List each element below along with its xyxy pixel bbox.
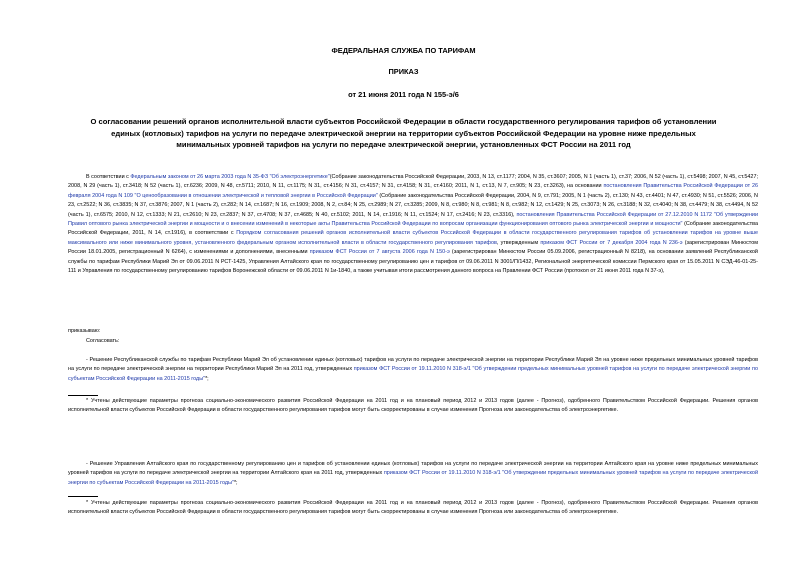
preamble-text: (Собрание законодательства Российской Федерации, 2011, N 14, ст.1916), в соответствии с	[68, 221, 758, 237]
link-federal-law-35fz[interactable]: Федеральным законом от 26 марта 2003 года N 35-ФЗ "Об электроэнергетике"	[130, 174, 330, 180]
decision-text: - Решение Управления Алтайского края по государственному регулированию цен и тарифов об установлении единых (котловых) тарифов на услуги по передаче электрической энергии на территории Алтайского края на уровне ниже предельных минимальных уровней тарифов на услуги по передаче электрической энергии на территории Алтайского края на 2011 год, утвержденных	[68, 461, 758, 477]
decision-text: - Решение Республиканской службы по тарифам Республики Марий Эл об установлении единых (котловых) тарифов на услуги по передаче электрической энергии на территории Республики Марий Эл на уровне ниже предельных минимальных уровней тарифов на услуги по передаче электрической энергии на территории Республики Марий Эл на 2011 год, утвержденных	[68, 357, 758, 373]
decision-mari-el	[68, 356, 758, 384]
order-clause	[68, 327, 758, 336]
preamble-text: , утвержденным	[496, 239, 541, 246]
link-fst-order-236e[interactable]: приказом ФСТ России от 7 декабря 2004 года N 236-э	[540, 239, 683, 246]
document-date: от 21 июня 2011 года N 155-э/6	[348, 90, 459, 99]
decision-footnote-mark: *;	[205, 375, 209, 382]
decision-altai	[68, 460, 758, 488]
agree-clause	[68, 337, 758, 346]
decision-footnote-mark: *;	[233, 479, 238, 486]
preamble-text: В соответствии с	[86, 174, 131, 180]
link-government-decree-1172[interactable]: постановления Правительства Российской Федерации от 27.12.2010 N 1172 "Об утверждении Правил оптового рынка электрической энергии и мощности и о внесении изменений в некоторые акты Правительства Российской Федерации по вопросам организации функционирования оптового рынка электрической энергии и мощности"	[68, 211, 758, 228]
link-approval-procedure[interactable]: Порядком согласования решений органов исполнительной власти субъектов Российской Федерации в области государственного регулирования тарифов об установлении тарифов на уровне выше максимального или ниже минимального уровня, установленного федеральным органом исполнительной власти в области государственного регулирования тарифов	[68, 230, 758, 246]
link-fst-order-318e1[interactable]: приказом ФСТ России от 19.11.2010 N 318-э/1 "Об утверждении предельных минимальных уровней тарифов на услуги по передаче электрической энергии по субъектам Российской Федерации на 2011-2015 годы"	[68, 366, 758, 382]
document-title: О согласовании решений органов исполнительной власти субъектов Российской Федерации в области государственного регулирования тарифов об установлении единых (котловых) тарифов на услуги по передаче электрической энергии на территории субъектов Российской Федерации на уровне ниже предельных минимальных уровней тарифов на услуги по передаче электрической энергии, установленных ФСТ России на 2011 год	[90, 117, 717, 149]
footnote-1	[68, 397, 758, 416]
link-fst-order-318e1[interactable]: приказом ФСТ России от 19.11.2010 N 318-э/1 "Об утверждении предельных минимальных уровней тарифов на услуги по передаче электрической энергии по субъектам Российской Федерации на 2011-2015 годы"	[68, 470, 758, 486]
footnote-divider	[68, 496, 98, 497]
agree-clause-text: Согласовать:	[86, 338, 120, 344]
document-type: ПРИКАЗ	[388, 67, 419, 76]
footnote-text: * Учтены действующие параметры прогноза социально-экономического развития Российской Федерации на 2011 год и на плановый период 2012 и 2013 годов (далее - Прогноз), одобренного Правительством Российской Федерации. Решения органов исполнительной власти субъектов Российской Федерации в области государственного регулирования тарифов могут быть скорректированы в случае изменения Прогноза или законодательства об электроэнергетике.	[68, 398, 758, 414]
footnote-2	[68, 499, 758, 518]
preamble-paragraph	[68, 173, 758, 276]
preamble-text: (Собрание законодательства Российской Федерации, 2004, N 9, ст.791; 2005, N 1 (часть 2), ст.130; N 43, ст.4401; N 47, ст.4930; N 51, ст.5526; 2006, N 23, ст.2522; N 36, ст.3835; N 37, ст.3876; 2007, N 1 (часть 2), ст.282; N 14, ст.1687; N 16, ст.1909; 2008, N 2, ст.84; N 25, ст.2989; N 27, ст.3285; 2009, N 8, ст.980; N 8, ст.981; N 8, ст.982; N 12, ст.1429; N 25, ст.3073; N 26, ст.3188; N 32, ст.4040; N 38, ст.4479; N 38, ст.4494, N 52 (часть 1), ст.6575; 2010, N 12, ст.1333; N 21, ст.2610; N 23, ст.2837; N 37, ст.4708; N 37, ст.4685; N 40, ст.5102; 2011, N 14, ст.1916; N 11, ст.1524; N 17, ст.2416; N 23, ст.3316),	[68, 192, 758, 218]
footnote-text: * Учтены действующие параметры прогноза социально-экономического развития Российской Федерации на 2011 год и на плановый период 2012 и 2013 годов (далее - Прогноз), одобренного Правительством Российской Федерации. Решения органов исполнительной власти субъектов Российской Федерации в области государственного регулирования тарифов могут быть скорректированы в случае изменения Прогноза или законодательства об электроэнергетике.	[68, 500, 758, 516]
link-government-decree-109[interactable]: постановления Правительства Российской Федерации от 26 февраля 2004 года N 109 "О ценообразовании в отношении электрической и тепловой энергии в Российской Федерации"	[68, 183, 758, 199]
agency-name: ФЕДЕРАЛЬНАЯ СЛУЖБА ПО ТАРИФАМ	[331, 46, 476, 55]
preamble-text: (Собрание законодательства Российской Федерации, 2003, N 13, ст.1177; 2004, N 35, ст.3607; 2005, N 1 (часть 1), ст.37; 2006, N 52 (часть 1), ст.5498; 2007, N 45, ст.5427; 2008, N 29 (часть 1), ст.3418; N 52 (часть 1), ст.6236; 2009, N 48, ст.5711; 2010, N 11, ст.1175; N 31, ст.4156; N 31, ст.4157; N 31, ст.4158; N 31, ст.4160; 2011, N 1, ст.13, N 7, ст.905; N 23, ст.3263), на основании	[68, 174, 758, 190]
link-fst-order-150e[interactable]: приказом ФСТ России от 7 августа 2006 года N 150-э	[309, 249, 450, 256]
preamble-text: (зарегистрирован Минюстом России 05.09.2006, регистрационный N 8218), на основании заявлений Республиканской службы по тарифам Республики Марий Эл от 09.06.2011 N РСТ-1425, Управления Алтайского края по государственному регулированию цен и тарифов от 09.06.2011 N 3001/П/1432, Региональной энергетической комиссии Пермского края от 15.05.2011 N СЭД-46-01-25-111 и Управления по государственному регулированию тарифов Воронежской области от 09.06.2011 N 1и-1840, а также учитывая итоги рассмотрения данного вопроса на Правлении ФСТ России (протокол от 21 июня 2011 года N 37-э),	[68, 249, 758, 275]
order-clause-text: приказываю:	[68, 328, 101, 334]
footnote-divider	[68, 395, 98, 396]
preamble-text: (зарегистрирован Минюстом России 18.01.2005, регистрационный N 6264), с изменениями и дополнениями, внесенными	[68, 239, 758, 256]
